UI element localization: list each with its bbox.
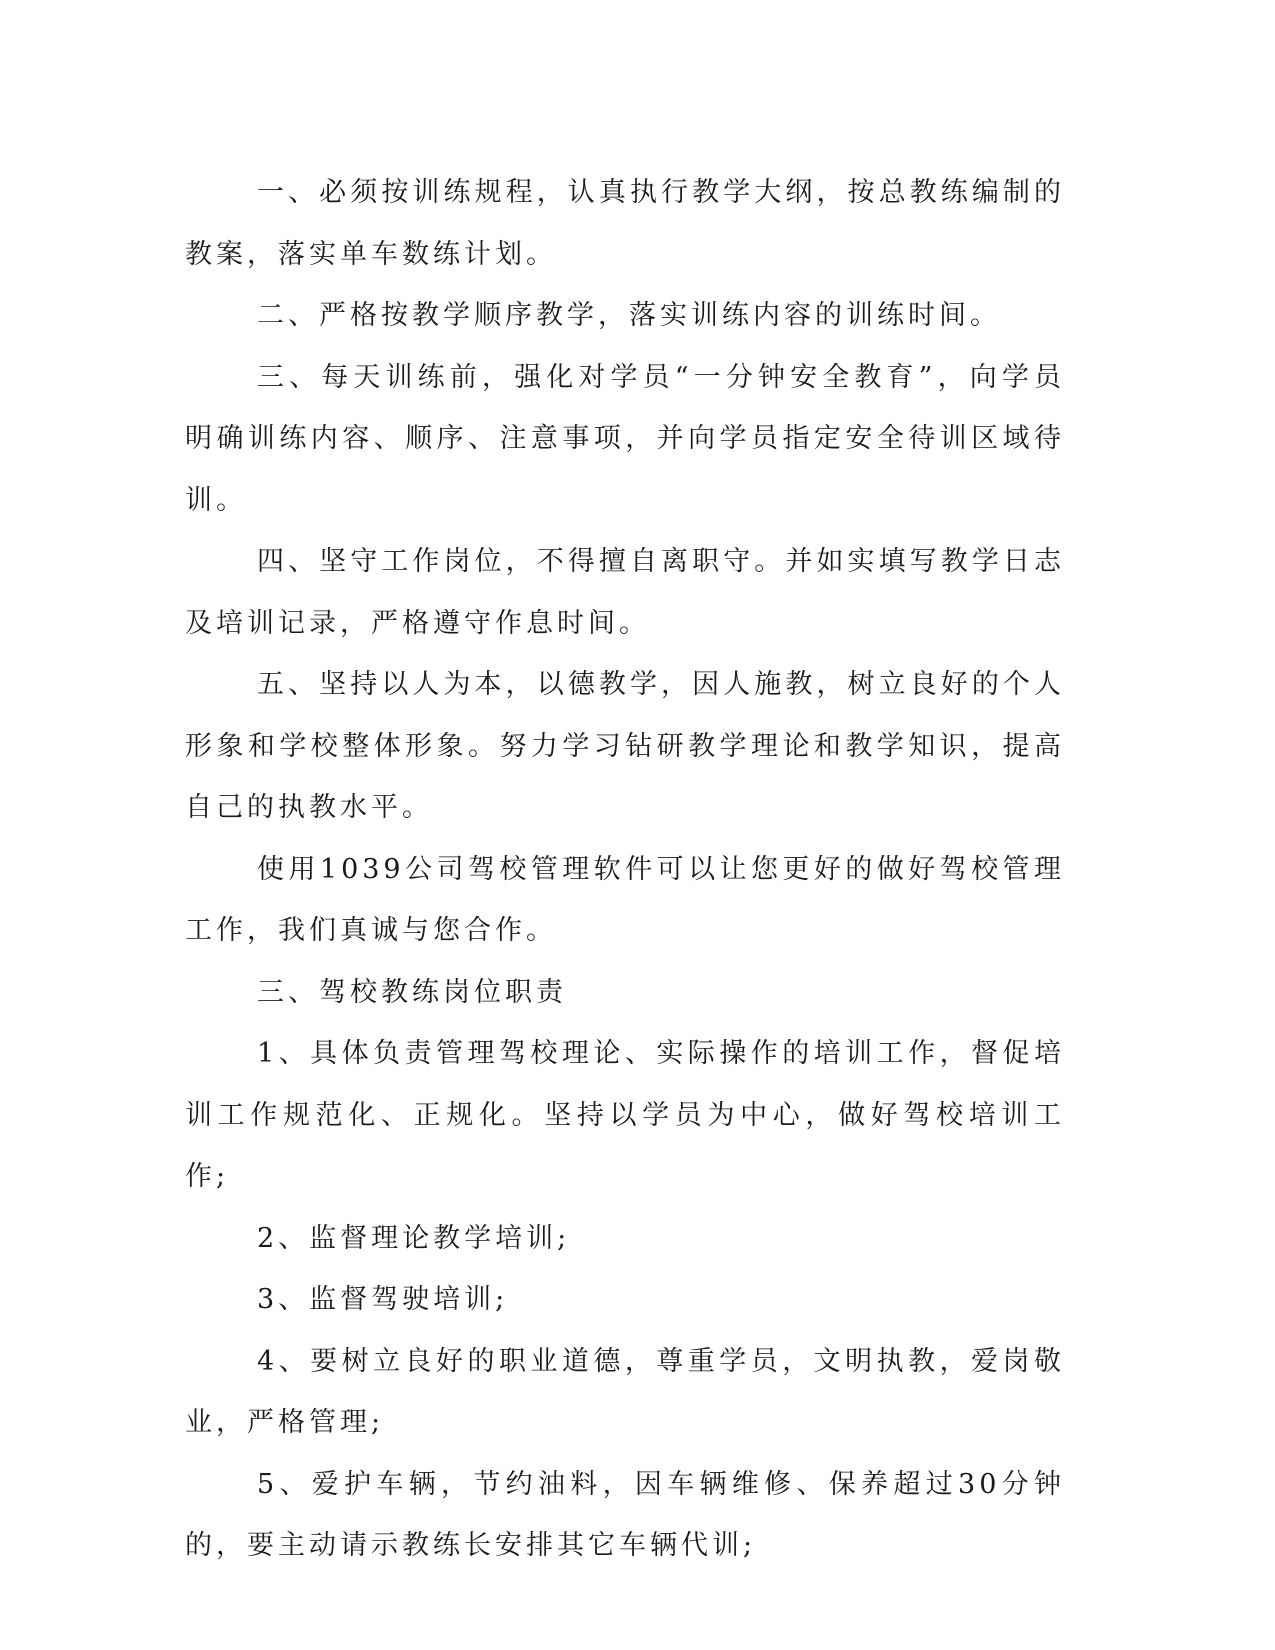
- paragraph-rule-3: 三、每天训练前，强化对学员“一分钟安全教育”，向学员明确训练内容、顺序、注意事项，并向学员指定安全待训区域待训。: [185, 361, 1065, 516]
- paragraph-duty-5: 5、爱护车辆，节约油料，因车辆维修、保养超过30分钟的，要主动请示教练长安排其它车辆代训;: [185, 1468, 1065, 1561]
- paragraph-rule-2: 二、严格按教学顺序教学，落实训练内容的训练时间。: [257, 300, 1001, 331]
- paragraph-duty-1: 1、具体负责管理驾校理论、实际操作的培训工作，督促培训工作规范化、正规化。坚持以学员为中心，做好驾校培训工作;: [185, 1038, 1065, 1192]
- paragraph-software-note: 使用1039公司驾校管理软件可以让您更好的做好驾校管理工作，我们真诚与您合作。: [185, 853, 1065, 946]
- section-heading: 三、驾校教练岗位职责: [257, 976, 567, 1008]
- paragraph-rule-1: 一、必须按训练规程，认真执行教学大纲，按总教练编制的教案，落实单车数练计划。: [185, 177, 1065, 270]
- paragraph-duty-2: 2、监督理论教学培训;: [257, 1222, 571, 1254]
- paragraph-duty-3: 3、监督驾驶培训;: [257, 1284, 509, 1315]
- paragraph-rule-4: 四、坚守工作岗位，不得擅自离职守。并如实填写教学日志及培训记录，严格遵守作息时间。: [185, 546, 1065, 639]
- document-body: [185, 162, 1065, 1577]
- paragraph-rule-5: 五、坚持以人为本，以德教学，因人施教，树立良好的个人形象和学校整体形象。努力学习钻研教学理论和教学知识，提高自己的执教水平。: [185, 669, 1065, 823]
- paragraph-duty-4: 4、要树立良好的职业道德，尊重学员，文明执教，爱岗敬业，严格管理;: [185, 1345, 1065, 1438]
